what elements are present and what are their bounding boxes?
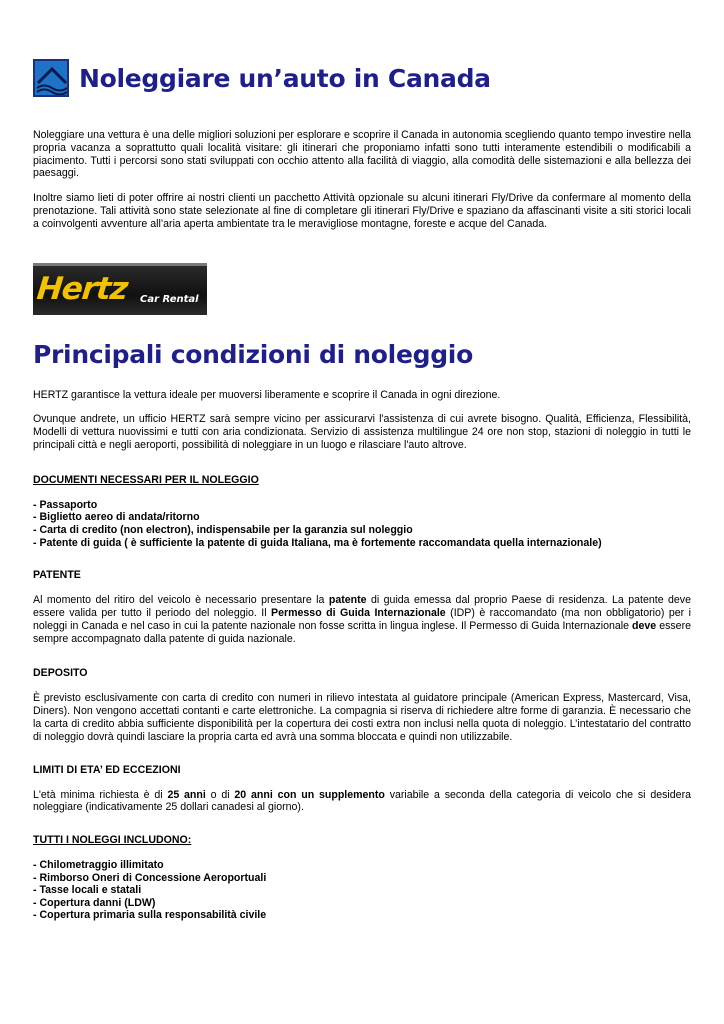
title-row [33, 54, 691, 102]
bold-span: 20 anni con un supplemento [234, 788, 385, 801]
inclusi-list [33, 859, 691, 922]
bold-span: patente [328, 594, 367, 607]
patente-heading: PATENTE [33, 569, 81, 582]
list-item: - Carta di credito (non electron), indispensabile per la garanzia sul noleggio [33, 523, 413, 536]
bold-span: Permesso di Guida Internazionale [271, 606, 446, 619]
hertz-logo-subtitle: Car Rental [140, 293, 199, 305]
list-item: - Chilometraggio illimitato [33, 859, 164, 872]
bold-span: deve [632, 619, 657, 632]
deposito-paragraph: È previsto esclusivamente con carta di credito con numeri in rilievo intestata al guidatore principale (American Express, Mastercard, Visa, Diners). Non vengono accettati contanti e carte elettroniche. La compagnia si riserva di richiedere altre forme di garanzia. È necessario che la carta di credito abbia sufficiente disponibilità per la copertura dei costi extra non inclusi nella quota di noleggio. L’intestatario del contratto di noleggio dovrà quindi lasciare la propria carta ed avrà una somma bloccata e quindi non utilizzabile. [33, 692, 691, 743]
intro-paragraph-1: Noleggiare una vettura è una delle migliori soluzioni per esplorare e scoprire il Canada in autonomia scegliendo quanto tempo investire nella propria vacanza a soprattutto quali località visitare: gli itinerari che proponiamo infatti sono tutti interamente estendibili o modificabili a piacimento. Tutti i percorsi sono stati sviluppati con occhio attento alla facilità di viaggio, alla comodità delle sistemazioni e alla bellezza dei paesaggi. [33, 129, 691, 180]
patente-paragraph [33, 594, 691, 645]
list-item: - Copertura danni (LDW) [33, 896, 156, 909]
hertz-logo-word: Hertz [35, 270, 130, 307]
list-item: - Patente di guida ( è sufficiente la patente di guida Italiana, ma è fortemente raccomandata quella internazionale) [33, 536, 602, 549]
deposito-heading: DEPOSITO [33, 667, 88, 680]
list-item: - Copertura primaria sulla responsabilità civile [33, 909, 267, 922]
hertz-logo [33, 263, 207, 315]
text-span: Al momento del ritiro del veicolo è necessario presentare la [33, 594, 329, 607]
text-span: (IDP) è raccomandato (ma non obbligatorio) per i noleggi in Canada e nel caso in cui la patente nazionale non fosse scritta in lingua inglese. Il Permesso di Guida Internazionale [33, 606, 691, 632]
list-item: - Rimborso Oneri di Concessione Aeroportuali [33, 871, 267, 884]
inclusi-heading: TUTTI I NOLEGGI INCLUDONO: [33, 834, 192, 847]
section-title: Principali condizioni di noleggio [33, 339, 473, 369]
conditions-paragraph-1: HERTZ garantisce la vettura ideale per muoversi liberamente e scoprire il Canada in ogni direzione. [33, 388, 501, 401]
limiti-heading: LIMITI DI ETA’ ED ECCEZIONI [33, 763, 181, 776]
agency-logo-icon [33, 59, 69, 97]
text-span: o di [205, 788, 235, 801]
bold-span: 25 anni [167, 788, 206, 801]
text-span: variabile a seconda della categoria di veicolo che si desidera noleggiare (indicativamente 25 dollari canadesi al giorno). [33, 788, 691, 814]
conditions-paragraph-2: Ovunque andrete, un ufficio HERTZ sarà sempre vicino per assicurarvi l'assistenza di cui avrete bisogno. Qualità, Efficienza, Flessibilità, Modelli di vettura nuovissimi e tutti con aria condizionata. Servizio di assistenza multilingue 24 ore non stop, stazioni di noleggio in tutti le principali città e negli aeroporti, possibilità di noleggiare in un luogo e rilasciare l'auto altrove. [33, 413, 691, 451]
text-span: essere sempre accompagnato dalla patente di guida nazionale. [33, 619, 691, 645]
documents-heading: DOCUMENTI NECESSARI PER IL NOLEGGIO [33, 473, 259, 486]
intro-paragraph-2: Inoltre siamo lieti di poter offrire ai nostri clienti un pacchetto Attività opzionale su alcuni itinerari Fly/Drive da confermare al momento della prenotazione. Tali attività sono state selezionate al fine di completare gli itinerari Fly/Drive e spaziano da affascinanti visite a siti storici locali a coinvolgenti avventure all’aria aperta ambientate tra le meravigliose montagne, foreste e acque del Canada. [33, 192, 691, 230]
list-item: - Biglietto aereo di andata/ritorno [33, 511, 200, 524]
list-item: - Tasse locali e statali [33, 884, 142, 897]
page-title: Noleggiare un’auto in Canada [79, 63, 491, 93]
list-item: - Passaporto [33, 498, 98, 511]
document-page [33, 54, 691, 922]
limiti-paragraph [33, 789, 691, 815]
documents-list [33, 499, 691, 549]
text-span: L'età minima richiesta è di [33, 788, 168, 801]
text-span: di guida emessa dal proprio Paese di residenza. La patente deve essere valida per tutto il periodo del noleggio. Il [33, 594, 692, 619]
